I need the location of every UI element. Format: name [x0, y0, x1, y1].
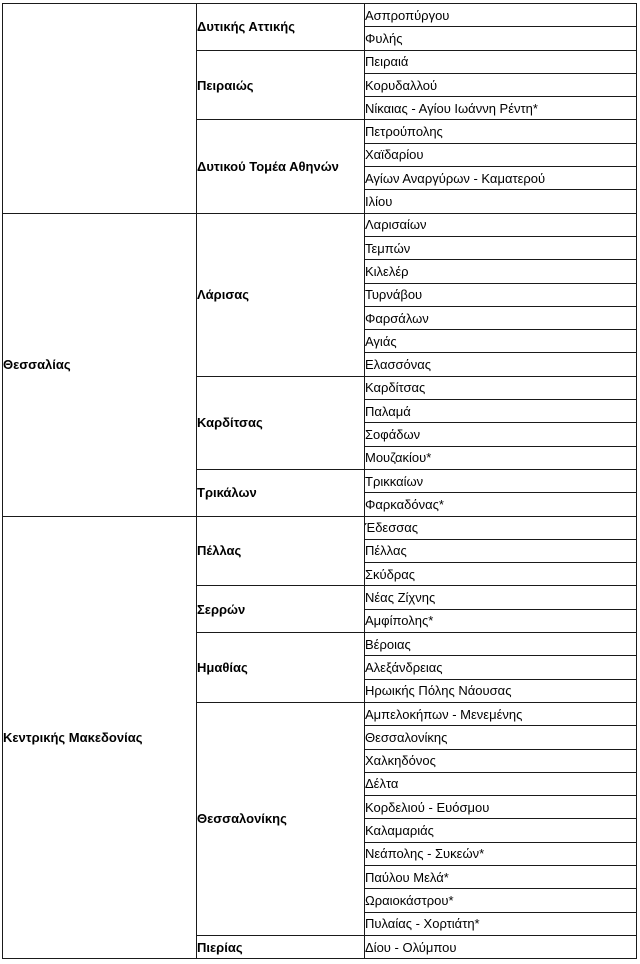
- municipality-cell: Καλαμαριάς: [365, 819, 637, 842]
- regional-unit-cell: Δυτικού Τομέα Αθηνών: [197, 120, 365, 213]
- municipality-cell: Αλεξάνδρειας: [365, 656, 637, 679]
- region-cell: [3, 4, 197, 214]
- regional-unit-cell: Καρδίτσας: [197, 376, 365, 469]
- municipalities-table: [2, 3, 637, 959]
- municipality-cell: Πειραιά: [365, 50, 637, 73]
- municipality-cell: Λαρισαίων: [365, 213, 637, 236]
- municipality-cell: Χαϊδαρίου: [365, 143, 637, 166]
- municipality-cell: Ελασσόνας: [365, 353, 637, 376]
- municipality-cell: Ωραιοκάστρου*: [365, 889, 637, 912]
- municipality-cell: Αγίων Αναργύρων - Καματερού: [365, 167, 637, 190]
- municipality-cell: Θεσσαλονίκης: [365, 726, 637, 749]
- table-body: [3, 4, 637, 959]
- municipality-cell: Παλαμά: [365, 400, 637, 423]
- municipality-cell: Αμπελοκήπων - Μενεμένης: [365, 702, 637, 725]
- municipality-cell: Βέροιας: [365, 633, 637, 656]
- regional-unit-cell: Τρικάλων: [197, 469, 365, 516]
- municipality-cell: Παύλου Μελά*: [365, 865, 637, 888]
- municipality-cell: Τεμπών: [365, 236, 637, 259]
- regional-unit-cell: Σερρών: [197, 586, 365, 633]
- municipality-cell: Ασπροπύργου: [365, 4, 637, 27]
- regional-unit-cell: Πειραιώς: [197, 50, 365, 120]
- regional-unit-cell: Δυτικής Αττικής: [197, 4, 365, 51]
- municipality-cell: Τυρνάβου: [365, 283, 637, 306]
- municipality-cell: Μουζακίου*: [365, 446, 637, 469]
- municipality-cell: Νίκαιας - Αγίου Ιωάννη Ρέντη*: [365, 97, 637, 120]
- regional-unit-cell: Λάρισας: [197, 213, 365, 376]
- municipality-cell: Δέλτα: [365, 772, 637, 795]
- table-row: [3, 4, 637, 27]
- region-cell: Κεντρικής Μακεδονίας: [3, 516, 197, 959]
- municipality-cell: Κορδελιού - Ευόσμου: [365, 796, 637, 819]
- municipality-cell: Πετρούπολης: [365, 120, 637, 143]
- municipality-cell: Πυλαίας - Χορτιάτη*: [365, 912, 637, 935]
- municipality-cell: Ηρωικής Πόλης Νάουσας: [365, 679, 637, 702]
- municipality-cell: Σκύδρας: [365, 563, 637, 586]
- municipality-cell: Τρικκαίων: [365, 469, 637, 492]
- regional-unit-cell: Πιερίας: [197, 935, 365, 958]
- municipality-cell: Δίου - Ολύμπου: [365, 935, 637, 958]
- municipality-cell: Φαρκαδόνας*: [365, 493, 637, 516]
- region-cell: Θεσσαλίας: [3, 213, 197, 516]
- municipality-cell: Φαρσάλων: [365, 306, 637, 329]
- municipality-cell: Σοφάδων: [365, 423, 637, 446]
- municipality-cell: Κιλελέρ: [365, 260, 637, 283]
- municipality-cell: Αμφίπολης*: [365, 609, 637, 632]
- municipality-cell: Νεάπολης - Συκεών*: [365, 842, 637, 865]
- municipality-cell: Κορυδαλλού: [365, 73, 637, 96]
- table-row: [3, 213, 637, 236]
- municipality-cell: Έδεσσας: [365, 516, 637, 539]
- municipality-cell: Αγιάς: [365, 330, 637, 353]
- municipality-cell: Φυλής: [365, 27, 637, 50]
- municipality-cell: Χαλκηδόνος: [365, 749, 637, 772]
- table-row: [3, 516, 637, 539]
- municipality-cell: Νέας Ζίχνης: [365, 586, 637, 609]
- municipality-cell: Ιλίου: [365, 190, 637, 213]
- regional-unit-cell: Θεσσαλονίκης: [197, 702, 365, 935]
- regional-unit-cell: Ημαθίας: [197, 633, 365, 703]
- regional-unit-cell: Πέλλας: [197, 516, 365, 586]
- municipality-cell: Καρδίτσας: [365, 376, 637, 399]
- municipality-cell: Πέλλας: [365, 539, 637, 562]
